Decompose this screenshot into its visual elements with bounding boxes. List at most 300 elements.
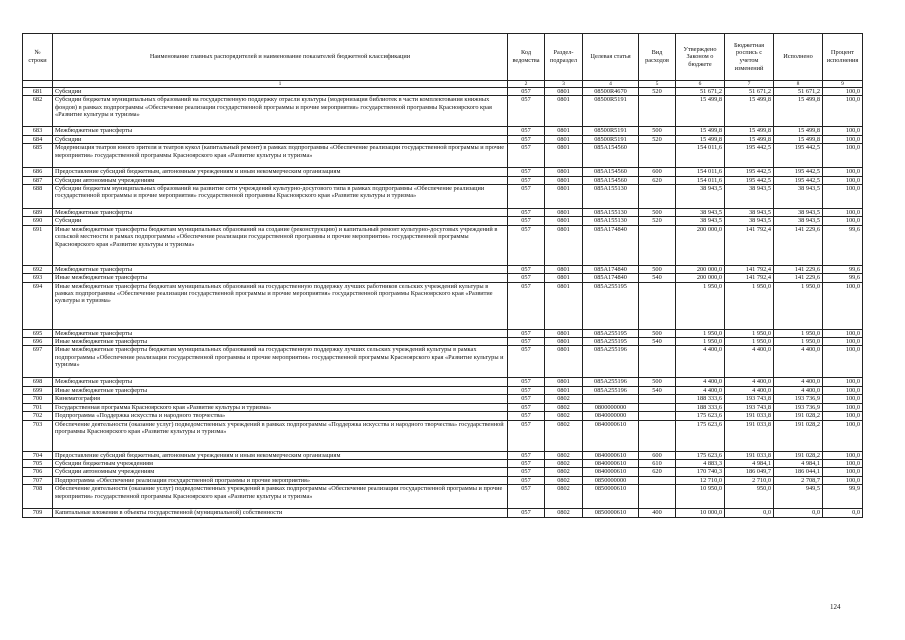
header-dept-code: Код ведомства — [508, 34, 545, 81]
execution-percent: 100,0 — [823, 176, 863, 184]
row-name: Подпрограмма «Поддержка искусства и народного творчества» — [53, 412, 508, 420]
executed-amount: 1 950,0 — [774, 329, 823, 337]
roster-amount: 191 033,8 — [725, 412, 774, 420]
table-row — [23, 209, 863, 217]
executed-amount: 38 943,5 — [774, 185, 823, 209]
expense-type — [639, 185, 676, 209]
column-number: 5 — [639, 81, 676, 88]
section-code: 0802 — [545, 476, 583, 484]
budget-table — [22, 33, 863, 518]
section-code: 0801 — [545, 127, 583, 135]
table-row — [23, 468, 863, 476]
expense-type — [639, 346, 676, 378]
approved-amount: 1 950,0 — [676, 329, 725, 337]
expense-type: 500 — [639, 378, 676, 386]
roster-amount: 191 033,8 — [725, 451, 774, 459]
execution-percent: 100,0 — [823, 403, 863, 411]
row-name: Капитальные вложения в объекты государственной (муниципальной) собственности — [53, 509, 508, 517]
roster-amount: 195 442,5 — [725, 144, 774, 168]
execution-percent: 99,6 — [823, 225, 863, 265]
approved-amount: 154 011,6 — [676, 144, 725, 168]
row-number: 688 — [23, 185, 53, 209]
target-article: 085A255196 — [583, 386, 639, 394]
expense-type: 600 — [639, 451, 676, 459]
execution-percent: 100,0 — [823, 185, 863, 209]
execution-percent: 100,0 — [823, 96, 863, 127]
dept-code: 057 — [508, 209, 545, 217]
executed-amount: 191 028,2 — [774, 420, 823, 451]
dept-code: 057 — [508, 135, 545, 143]
column-number: 8 — [774, 81, 823, 88]
row-number: 691 — [23, 225, 53, 265]
section-code: 0802 — [545, 395, 583, 403]
target-article: 085A155130 — [583, 185, 639, 209]
table-row — [23, 476, 863, 484]
row-name: Межбюджетные трансферты — [53, 329, 508, 337]
roster-amount: 141 792,4 — [725, 265, 774, 273]
section-code: 0801 — [545, 386, 583, 394]
row-name: Иные межбюджетные трансферты бюджетам муниципальных образований на создание (реконструкцию) и капитальный ремонт культурно-досуговых учреждений в сельской местности в рамках подпрограммы «Обеспечение реализации государственной программы и прочие мероприятия» государственной программы Красноярского края «Развитие культуры и туризма» — [53, 225, 508, 265]
table-row — [23, 386, 863, 394]
target-article: 0850000000 — [583, 476, 639, 484]
section-code: 0801 — [545, 329, 583, 337]
expense-type: 500 — [639, 265, 676, 273]
executed-amount: 4 400,0 — [774, 378, 823, 386]
executed-amount: 0,0 — [774, 509, 823, 517]
row-name: Иные межбюджетные трансферты — [53, 338, 508, 346]
dept-code: 057 — [508, 282, 545, 329]
approved-amount: 12 710,0 — [676, 476, 725, 484]
row-number: 700 — [23, 395, 53, 403]
table-row — [23, 168, 863, 176]
header-approved: Утверждено Законом о бюджете — [676, 34, 725, 81]
dept-code: 057 — [508, 96, 545, 127]
row-number: 709 — [23, 509, 53, 517]
approved-amount: 175 623,6 — [676, 412, 725, 420]
section-code: 0801 — [545, 168, 583, 176]
section-code: 0801 — [545, 217, 583, 225]
roster-amount: 950,0 — [725, 485, 774, 509]
row-name: Государственная программа Красноярского края «Развитие культуры и туризма» — [53, 403, 508, 411]
table-row — [23, 459, 863, 467]
executed-amount: 193 736,9 — [774, 395, 823, 403]
execution-percent: 100,0 — [823, 386, 863, 394]
section-code: 0802 — [545, 468, 583, 476]
target-article: 0800000000 — [583, 403, 639, 411]
executed-amount: 38 943,5 — [774, 217, 823, 225]
roster-amount: 141 792,4 — [725, 274, 774, 282]
roster-amount: 15 499,8 — [725, 135, 774, 143]
expense-type — [639, 403, 676, 411]
approved-amount: 175 623,6 — [676, 451, 725, 459]
column-number: 3 — [545, 81, 583, 88]
row-number: 682 — [23, 96, 53, 127]
expense-type: 500 — [639, 209, 676, 217]
target-article: 085A174840 — [583, 265, 639, 273]
row-number: 687 — [23, 176, 53, 184]
roster-amount: 38 943,5 — [725, 185, 774, 209]
header-section: Раздел-подраздел — [545, 34, 583, 81]
executed-amount: 195 442,5 — [774, 176, 823, 184]
dept-code: 057 — [508, 403, 545, 411]
expense-type: 520 — [639, 217, 676, 225]
approved-amount: 10 950,0 — [676, 485, 725, 509]
row-number: 705 — [23, 459, 53, 467]
column-number: 9 — [823, 81, 863, 88]
approved-amount: 15 499,8 — [676, 135, 725, 143]
dept-code: 057 — [508, 420, 545, 451]
dept-code: 057 — [508, 185, 545, 209]
target-article: 0840000610 — [583, 468, 639, 476]
table-row — [23, 96, 863, 127]
dept-code: 057 — [508, 274, 545, 282]
target-article: 085A255196 — [583, 378, 639, 386]
row-number: 684 — [23, 135, 53, 143]
approved-amount: 4 400,0 — [676, 386, 725, 394]
target-article: 0840000610 — [583, 459, 639, 467]
row-number: 695 — [23, 329, 53, 337]
section-code: 0801 — [545, 378, 583, 386]
executed-amount: 15 499,8 — [774, 96, 823, 127]
executed-amount: 949,5 — [774, 485, 823, 509]
column-number: 4 — [583, 81, 639, 88]
row-number: 697 — [23, 346, 53, 378]
expense-type — [639, 144, 676, 168]
executed-amount: 141 229,6 — [774, 225, 823, 265]
execution-percent: 100,0 — [823, 412, 863, 420]
target-article: 085A154560 — [583, 176, 639, 184]
row-name: Субсидии бюджетам муниципальных образований на государственную поддержку отрасли культуры (модернизация библиотек в части комплектования книжных фондов) в рамках подпрограммы «Обеспечение реализации государственной программы и прочие мероприятия» государственной программы Красноярского края «Развитие культуры и туризма» — [53, 96, 508, 127]
section-code: 0801 — [545, 209, 583, 217]
row-number: 701 — [23, 403, 53, 411]
table-row — [23, 485, 863, 509]
expense-type: 620 — [639, 176, 676, 184]
table-row — [23, 176, 863, 184]
table-row — [23, 338, 863, 346]
execution-percent: 100,0 — [823, 144, 863, 168]
roster-amount: 195 442,5 — [725, 168, 774, 176]
roster-amount: 2 710,0 — [725, 476, 774, 484]
dept-code: 057 — [508, 395, 545, 403]
approved-amount: 154 011,6 — [676, 168, 725, 176]
approved-amount: 10 000,0 — [676, 509, 725, 517]
approved-amount: 4 400,0 — [676, 378, 725, 386]
roster-amount: 4 400,0 — [725, 346, 774, 378]
executed-amount: 141 229,6 — [774, 274, 823, 282]
roster-amount: 38 943,5 — [725, 217, 774, 225]
roster-amount: 15 499,8 — [725, 96, 774, 127]
row-number: 706 — [23, 468, 53, 476]
executed-amount: 38 943,5 — [774, 209, 823, 217]
target-article: 08500R5191 — [583, 96, 639, 127]
budget-report-sheet — [22, 33, 862, 518]
row-name: Предоставление субсидий бюджетным, автономным учреждениям и иным некоммерческим организациям — [53, 168, 508, 176]
execution-percent: 100,0 — [823, 282, 863, 329]
roster-amount: 141 792,4 — [725, 225, 774, 265]
expense-type: 600 — [639, 168, 676, 176]
row-number: 696 — [23, 338, 53, 346]
approved-amount: 15 499,8 — [676, 127, 725, 135]
approved-amount: 175 623,6 — [676, 420, 725, 451]
header-budget-roster: Бюджетная роспись с учетом изменений — [725, 34, 774, 81]
section-code: 0801 — [545, 96, 583, 127]
dept-code: 057 — [508, 176, 545, 184]
table-row — [23, 135, 863, 143]
table-row — [23, 265, 863, 273]
header-name: Наименование главных распорядителей и наименование показателей бюджетной классификации — [53, 34, 508, 81]
execution-percent: 100,0 — [823, 468, 863, 476]
section-code: 0802 — [545, 412, 583, 420]
row-number: 681 — [23, 88, 53, 96]
row-name: Иные межбюджетные трансферты бюджетам муниципальных образований на государственную поддержку лучших сельских учреждений культуры в рамках подпрограммы «Обеспечение реализации государственной программы и прочие мероприятия» государственной программы Красноярского края «Развитие культуры и туризма» — [53, 346, 508, 378]
expense-type: 540 — [639, 338, 676, 346]
target-article: 085A174840 — [583, 225, 639, 265]
roster-amount: 195 442,5 — [725, 176, 774, 184]
execution-percent: 100,0 — [823, 127, 863, 135]
execution-percent: 100,0 — [823, 459, 863, 467]
row-name: Межбюджетные трансферты — [53, 265, 508, 273]
row-number: 704 — [23, 451, 53, 459]
execution-percent: 100,0 — [823, 451, 863, 459]
target-article: 0840000000 — [583, 412, 639, 420]
execution-percent: 100,0 — [823, 209, 863, 217]
table-row — [23, 144, 863, 168]
executed-amount: 191 028,2 — [774, 451, 823, 459]
row-name: Субсидии — [53, 135, 508, 143]
header-target-article: Целевая статья — [583, 34, 639, 81]
section-code: 0801 — [545, 265, 583, 273]
expense-type: 520 — [639, 88, 676, 96]
dept-code: 057 — [508, 346, 545, 378]
column-number: 2 — [508, 81, 545, 88]
dept-code: 057 — [508, 225, 545, 265]
row-name: Межбюджетные трансферты — [53, 378, 508, 386]
expense-type — [639, 412, 676, 420]
table-row — [23, 403, 863, 411]
target-article: 085A255195 — [583, 329, 639, 337]
executed-amount: 195 442,5 — [774, 168, 823, 176]
dept-code: 057 — [508, 509, 545, 517]
expense-type: 620 — [639, 468, 676, 476]
row-name: Субсидии — [53, 88, 508, 96]
approved-amount: 200 000,0 — [676, 274, 725, 282]
executed-amount: 1 950,0 — [774, 338, 823, 346]
target-article: 0850000610 — [583, 509, 639, 517]
roster-amount: 191 033,8 — [725, 420, 774, 451]
expense-type: 400 — [639, 509, 676, 517]
dept-code: 057 — [508, 459, 545, 467]
roster-amount: 1 950,0 — [725, 329, 774, 337]
execution-percent: 100,0 — [823, 329, 863, 337]
table-row — [23, 274, 863, 282]
row-name: Модернизация театров юного зрителя и театров кукол (капитальный ремонт) в рамках подпрограммы «Обеспечение реализации государственной программы и прочие мероприятия» государственной программы Красноярского края «Развитие культуры и туризма» — [53, 144, 508, 168]
execution-percent: 100,0 — [823, 420, 863, 451]
roster-amount: 1 950,0 — [725, 282, 774, 329]
approved-amount: 51 671,2 — [676, 88, 725, 96]
executed-amount: 4 984,1 — [774, 459, 823, 467]
approved-amount: 188 333,6 — [676, 403, 725, 411]
executed-amount: 4 400,0 — [774, 346, 823, 378]
roster-amount: 193 743,8 — [725, 403, 774, 411]
section-code: 0802 — [545, 459, 583, 467]
roster-amount: 4 400,0 — [725, 378, 774, 386]
dept-code: 057 — [508, 127, 545, 135]
approved-amount: 1 950,0 — [676, 338, 725, 346]
roster-amount: 38 943,5 — [725, 209, 774, 217]
approved-amount: 200 000,0 — [676, 225, 725, 265]
target-article: 085A174840 — [583, 274, 639, 282]
expense-type: 540 — [639, 386, 676, 394]
table-row — [23, 451, 863, 459]
roster-amount: 15 499,8 — [725, 127, 774, 135]
dept-code: 057 — [508, 412, 545, 420]
dept-code: 057 — [508, 338, 545, 346]
row-number: 693 — [23, 274, 53, 282]
dept-code: 057 — [508, 378, 545, 386]
execution-percent: 100,0 — [823, 168, 863, 176]
target-article: 0850000610 — [583, 485, 639, 509]
row-name: Обеспечение деятельности (оказание услуг) подведомственных учреждений в рамках подпрограммы «Поддержка искусства и народного творчества» государственной программы Красноярского края «Развитие культуры и туризма» — [53, 420, 508, 451]
target-article: 08500R5191 — [583, 135, 639, 143]
execution-percent: 100,0 — [823, 346, 863, 378]
row-number: 692 — [23, 265, 53, 273]
section-code: 0801 — [545, 338, 583, 346]
table-row — [23, 217, 863, 225]
approved-amount: 38 943,5 — [676, 217, 725, 225]
dept-code: 057 — [508, 144, 545, 168]
executed-amount: 193 736,9 — [774, 403, 823, 411]
execution-percent: 0,0 — [823, 509, 863, 517]
column-number-row — [23, 81, 863, 88]
dept-code: 057 — [508, 329, 545, 337]
column-number — [23, 81, 53, 88]
row-name: Подпрограмма «Обеспечение реализации государственной программы и прочие мероприятия» — [53, 476, 508, 484]
expense-type: 520 — [639, 135, 676, 143]
execution-percent: 100,0 — [823, 476, 863, 484]
roster-amount: 51 671,2 — [725, 88, 774, 96]
row-number: 683 — [23, 127, 53, 135]
target-article: 085A155130 — [583, 217, 639, 225]
target-article: 085A154560 — [583, 168, 639, 176]
header-executed: Исполнено — [774, 34, 823, 81]
roster-amount: 0,0 — [725, 509, 774, 517]
header-expense-type: Вид расходов — [639, 34, 676, 81]
table-row — [23, 185, 863, 209]
table-row — [23, 509, 863, 517]
section-code: 0801 — [545, 274, 583, 282]
executed-amount: 15 499,8 — [774, 127, 823, 135]
execution-percent: 100,0 — [823, 217, 863, 225]
approved-amount: 170 740,3 — [676, 468, 725, 476]
table-row — [23, 378, 863, 386]
row-name: Предоставление субсидий бюджетным, автономным учреждениям и иным некоммерческим организациям — [53, 451, 508, 459]
target-article: 085A255196 — [583, 346, 639, 378]
page-number: 124 — [830, 603, 841, 611]
row-number: 702 — [23, 412, 53, 420]
executed-amount: 141 229,6 — [774, 265, 823, 273]
row-name: Иные межбюджетные трансферты — [53, 274, 508, 282]
row-name: Субсидии автономным учреждениям — [53, 176, 508, 184]
row-name: Кинематография — [53, 395, 508, 403]
approved-amount: 38 943,5 — [676, 185, 725, 209]
target-article: 08500R4670 — [583, 88, 639, 96]
target-article: 0840000610 — [583, 420, 639, 451]
table-row — [23, 412, 863, 420]
section-code: 0802 — [545, 420, 583, 451]
header-percent: Процент исполнения — [823, 34, 863, 81]
row-number: 699 — [23, 386, 53, 394]
section-code: 0801 — [545, 282, 583, 329]
dept-code: 057 — [508, 451, 545, 459]
column-number: 6 — [676, 81, 725, 88]
expense-type — [639, 485, 676, 509]
table-row — [23, 395, 863, 403]
execution-percent: 100,0 — [823, 378, 863, 386]
row-number: 698 — [23, 378, 53, 386]
table-body — [23, 88, 863, 518]
header-row — [23, 34, 863, 81]
row-number: 689 — [23, 209, 53, 217]
row-name: Обеспечение деятельности (оказание услуг) подведомственных учреждений в рамках подпрограммы «Обеспечение реализации государственной программы и прочие мероприятия» государственной программы Красноярского края «Развитие культуры и туризма» — [53, 485, 508, 509]
executed-amount: 191 028,2 — [774, 412, 823, 420]
approved-amount: 1 950,0 — [676, 282, 725, 329]
table-row — [23, 282, 863, 329]
dept-code: 057 — [508, 485, 545, 509]
section-code: 0802 — [545, 403, 583, 411]
expense-type: 500 — [639, 329, 676, 337]
dept-code: 057 — [508, 265, 545, 273]
row-name: Субсидии — [53, 217, 508, 225]
execution-percent: 100,0 — [823, 88, 863, 96]
row-name: Иные межбюджетные трансферты бюджетам муниципальных образований на государственную поддержку лучших работников сельских учреждений культуры в рамках подпрограммы «Обеспечение реализации государственной программы и прочие мероприятия» государственной программы Красноярского края «Развитие культуры и туризма» — [53, 282, 508, 329]
approved-amount: 200 000,0 — [676, 265, 725, 273]
target-article: 0840000610 — [583, 451, 639, 459]
row-number: 690 — [23, 217, 53, 225]
executed-amount: 186 044,1 — [774, 468, 823, 476]
executed-amount: 15 499,8 — [774, 135, 823, 143]
target-article: 085A155130 — [583, 209, 639, 217]
row-number: 707 — [23, 476, 53, 484]
row-name: Субсидии автономным учреждениям — [53, 468, 508, 476]
approved-amount: 15 499,8 — [676, 96, 725, 127]
row-number: 694 — [23, 282, 53, 329]
section-code: 0801 — [545, 144, 583, 168]
executed-amount: 51 671,2 — [774, 88, 823, 96]
roster-amount: 193 743,8 — [725, 395, 774, 403]
roster-amount: 186 049,7 — [725, 468, 774, 476]
expense-type — [639, 225, 676, 265]
expense-type — [639, 420, 676, 451]
execution-percent: 100,0 — [823, 135, 863, 143]
dept-code: 057 — [508, 386, 545, 394]
section-code: 0801 — [545, 176, 583, 184]
roster-amount: 4 400,0 — [725, 386, 774, 394]
dept-code: 057 — [508, 217, 545, 225]
approved-amount: 38 943,5 — [676, 209, 725, 217]
section-code: 0802 — [545, 509, 583, 517]
section-code: 0801 — [545, 346, 583, 378]
section-code: 0801 — [545, 88, 583, 96]
execution-percent: 100,0 — [823, 395, 863, 403]
executed-amount: 1 950,0 — [774, 282, 823, 329]
target-article: 08500R5191 — [583, 127, 639, 135]
row-name: Субсидии бюджетным учреждениям — [53, 459, 508, 467]
table-row — [23, 127, 863, 135]
dept-code: 057 — [508, 168, 545, 176]
dept-code: 057 — [508, 88, 545, 96]
column-number: 7 — [725, 81, 774, 88]
header-row-number: № строки — [23, 34, 53, 81]
